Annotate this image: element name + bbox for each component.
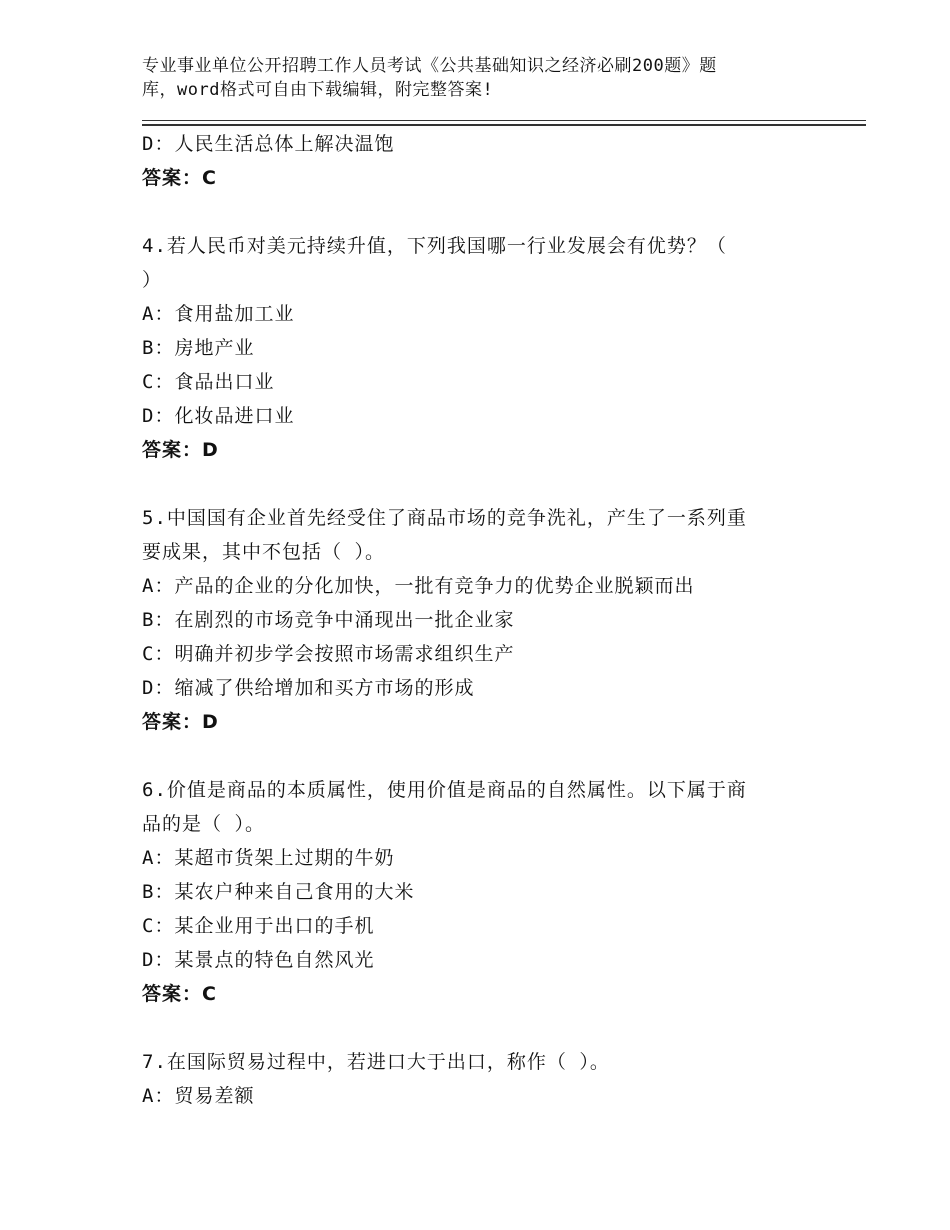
question-5-answer: 答案：D xyxy=(142,711,219,733)
spacer xyxy=(142,195,842,229)
question-4-stem-line-1: 4.若人民币对美元持续升值，下列我国哪一行业发展会有优势？（ xyxy=(142,235,727,257)
question-4-option-b: B：房地产业 xyxy=(142,337,255,359)
question-4-option-d: D：化妆品进口业 xyxy=(142,405,295,427)
question-5-option-d: D：缩减了供给增加和买方市场的形成 xyxy=(142,677,475,699)
question-6-stem-line-2: 品的是（ ）。 xyxy=(142,813,265,835)
question-6-option-b: B：某农户种来自己食用的大米 xyxy=(142,881,415,903)
answer: 答案：C xyxy=(142,167,217,189)
question-7-stem-line-1: 7.在国际贸易过程中，若进口大于出口，称作（ ）。 xyxy=(142,1051,610,1073)
question-6-stem-line-1: 6.价值是商品的本质属性，使用价值是商品的自然属性。以下属于商 xyxy=(142,779,747,801)
header-line-1: 专业事业单位公开招聘工作人员考试《公共基础知识之经济必刷200题》题 xyxy=(142,56,717,76)
question-6-answer: 答案：C xyxy=(142,983,217,1005)
spacer xyxy=(142,1011,842,1045)
question-6-option-d: D：某景点的特色自然风光 xyxy=(142,949,375,971)
question-4-stem-line-2: ） xyxy=(142,269,163,291)
spacer xyxy=(142,739,842,773)
question-7-option-a: A：贸易差额 xyxy=(142,1085,255,1107)
question-5-option-c: C：明确并初步学会按照市场需求组织生产 xyxy=(142,643,515,665)
question-6-option-a: A：某超市货架上过期的牛奶 xyxy=(142,847,395,869)
question-5-option-a: A：产品的企业的分化加快，一批有竞争力的优势企业脱颖而出 xyxy=(142,575,695,597)
question-5-stem-line-2: 要成果，其中不包括（ ）。 xyxy=(142,541,385,563)
option-d: D：人民生活总体上解决温饱 xyxy=(142,133,395,155)
question-5-stem-line-1: 5.中国国有企业首先经受住了商品市场的竞争洗礼，产生了一系列重 xyxy=(142,507,747,529)
spacer xyxy=(142,467,842,501)
header-rule-thin xyxy=(142,120,866,121)
question-5-option-b: B：在剧烈的市场竞争中涌现出一批企业家 xyxy=(142,609,515,631)
header-rule-thick xyxy=(142,124,866,126)
question-4-answer: 答案：D xyxy=(142,439,219,461)
question-list xyxy=(142,127,842,1113)
question-4-option-c: C：食品出口业 xyxy=(142,371,275,393)
header-line-2: 库，word格式可自由下载编辑，附完整答案! xyxy=(142,80,494,100)
document-header xyxy=(142,54,782,102)
question-4-option-a: A：食用盐加工业 xyxy=(142,303,295,325)
question-6-option-c: C：某企业用于出口的手机 xyxy=(142,915,375,937)
